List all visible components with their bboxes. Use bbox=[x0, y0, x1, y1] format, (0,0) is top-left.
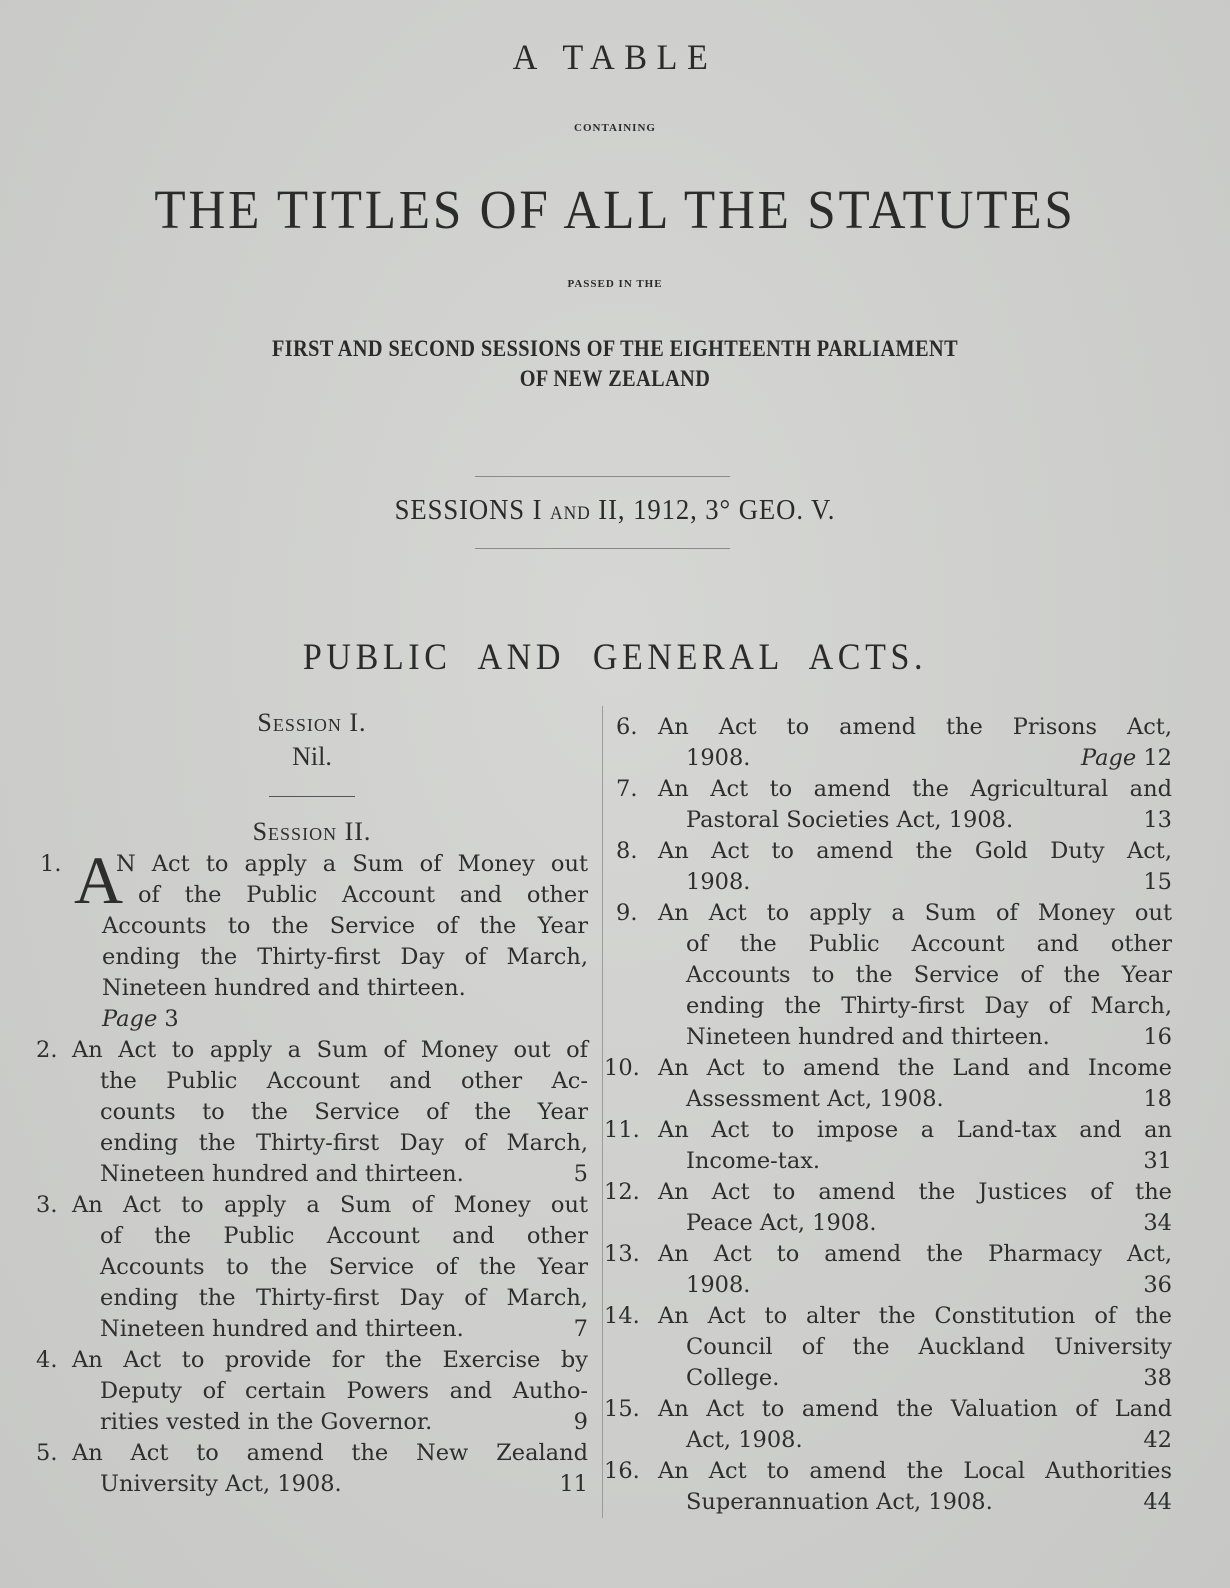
act-line: of the Public Account and other bbox=[686, 931, 1172, 957]
act-last-line bbox=[686, 867, 1172, 898]
act-line: the Public Account and other Ac- bbox=[100, 1068, 588, 1094]
act-page-number: 18 bbox=[1143, 1086, 1172, 1112]
act-last-line bbox=[100, 1407, 588, 1438]
act-line: An Act to amend the Prisons Act, bbox=[658, 714, 1172, 740]
act-line: 1908. bbox=[686, 745, 751, 771]
act-last-line bbox=[686, 1487, 1172, 1518]
act-line: An Act to amend the Valuation of Land bbox=[658, 1396, 1172, 1422]
sessions-heading bbox=[49, 494, 1181, 527]
act-page-number: 44 bbox=[1143, 1489, 1172, 1515]
act-entry-16[interactable] bbox=[604, 1456, 1172, 1518]
act-number: 8. bbox=[616, 838, 638, 864]
act-last-line bbox=[686, 1022, 1172, 1053]
act-line: Nineteen hundred and thirteen. bbox=[102, 975, 466, 1001]
act-line: N Act to apply a Sum of Money out bbox=[116, 851, 588, 877]
passed-in-the-label: PASSED IN THE bbox=[567, 278, 663, 290]
act-last-line bbox=[686, 1208, 1172, 1239]
parliament-title-line-1: FIRST AND SECOND SESSIONS OF THE EIGHTEENTH PARLIAMENT bbox=[271, 336, 959, 361]
act-line: Council of the Auckland University bbox=[686, 1334, 1172, 1360]
act-line: Accounts to the Service of the Year bbox=[102, 913, 588, 939]
act-page-number bbox=[102, 1004, 588, 1035]
page-value: 3 bbox=[164, 1006, 179, 1032]
act-entry-14[interactable] bbox=[604, 1301, 1172, 1394]
act-entry-10[interactable] bbox=[604, 1053, 1172, 1115]
act-page-number: 38 bbox=[1143, 1365, 1172, 1391]
act-page-number: 5 bbox=[573, 1161, 588, 1187]
act-line: An Act to amend the Gold Duty Act, bbox=[658, 838, 1172, 864]
act-line: Nineteen hundred and thirteen. bbox=[100, 1161, 464, 1187]
act-line: Superannuation Act, 1908. bbox=[686, 1489, 993, 1515]
act-number: 12. bbox=[604, 1179, 640, 1205]
parliament-title-line-2: OF NEW ZEALAND bbox=[519, 366, 711, 391]
act-last-line bbox=[686, 1363, 1172, 1394]
act-entry-3[interactable] bbox=[36, 1190, 588, 1345]
act-entry-8[interactable] bbox=[616, 836, 1172, 898]
act-entry-11[interactable] bbox=[604, 1115, 1172, 1177]
session-1-content: Nil. bbox=[292, 742, 332, 771]
act-line: Pastoral Societies Act, 1908. bbox=[686, 807, 1014, 833]
page-value: 12 bbox=[1143, 745, 1172, 771]
act-number: 4. bbox=[36, 1347, 58, 1373]
act-entry-1[interactable] bbox=[36, 842, 588, 1035]
sessions-heading-part-2: II, 1912, 3° GEO. V. bbox=[590, 494, 836, 526]
act-page-number: 36 bbox=[1143, 1272, 1172, 1298]
column-divider bbox=[602, 706, 603, 1518]
act-last-line bbox=[686, 1146, 1172, 1177]
act-line: Deputy of certain Powers and Autho- bbox=[100, 1378, 588, 1404]
act-number: 14. bbox=[604, 1303, 640, 1329]
act-last-line bbox=[100, 1314, 588, 1345]
act-line: counts to the Service of the Year bbox=[100, 1099, 588, 1125]
act-number: 11. bbox=[604, 1117, 640, 1143]
act-line: University Act, 1908. bbox=[100, 1471, 342, 1497]
act-number: 9. bbox=[616, 900, 638, 926]
act-line: Accounts to the Service of the Year bbox=[686, 962, 1172, 988]
act-last-line bbox=[100, 1469, 588, 1500]
title-a-table: A TABLE bbox=[512, 37, 718, 77]
sessions-heading-part-1: SESSIONS I bbox=[394, 494, 551, 526]
act-number: 1. bbox=[40, 851, 62, 877]
act-page-number: 42 bbox=[1143, 1427, 1172, 1453]
act-entry-7[interactable] bbox=[616, 774, 1172, 836]
act-number: 7. bbox=[616, 776, 638, 802]
act-entry-15[interactable] bbox=[604, 1394, 1172, 1456]
act-line: Assessment Act, 1908. bbox=[686, 1086, 944, 1112]
act-line: 1908. bbox=[686, 1272, 751, 1298]
act-line: ending the Thirty-first Day of March, bbox=[686, 993, 1172, 1019]
act-entry-6[interactable] bbox=[616, 712, 1172, 774]
drop-cap-letter: A bbox=[74, 842, 124, 918]
act-number: 13. bbox=[604, 1241, 640, 1267]
act-line: of the Public Account and other bbox=[138, 882, 588, 908]
session-1-heading: Session I. bbox=[257, 708, 367, 737]
act-line: An Act to amend the Justices of the bbox=[658, 1179, 1172, 1205]
act-entry-5[interactable] bbox=[36, 1438, 588, 1500]
act-entry-13[interactable] bbox=[604, 1239, 1172, 1301]
divider-rule-top bbox=[475, 476, 730, 477]
act-number: 15. bbox=[604, 1396, 640, 1422]
act-line: Nineteen hundred and thirteen. bbox=[100, 1316, 464, 1342]
act-line: An Act to impose a Land-tax and an bbox=[658, 1117, 1172, 1143]
parliament-title bbox=[74, 334, 1156, 394]
act-line: An Act to apply a Sum of Money out bbox=[72, 1192, 588, 1218]
act-line: An Act to amend the Agricultural and bbox=[658, 776, 1172, 802]
act-page-number bbox=[1081, 743, 1172, 774]
act-line: An Act to amend the Pharmacy Act, bbox=[658, 1241, 1172, 1267]
act-line: An Act to provide for the Exercise by bbox=[72, 1347, 588, 1373]
act-line: ending the Thirty-first Day of March, bbox=[102, 944, 588, 970]
sessions-heading-and: AND bbox=[550, 503, 591, 524]
act-number: 10. bbox=[604, 1055, 640, 1081]
act-line: College. bbox=[686, 1365, 780, 1391]
act-page-number: 31 bbox=[1143, 1148, 1172, 1174]
act-number: 2. bbox=[36, 1037, 58, 1063]
act-line: An Act to amend the New Zealand bbox=[72, 1440, 588, 1466]
act-line: Income-tax. bbox=[686, 1148, 821, 1174]
act-line: An Act to amend the Local Authorities bbox=[658, 1458, 1172, 1484]
act-page-number: 13 bbox=[1143, 807, 1172, 833]
act-line: An Act to alter the Constitution of the bbox=[658, 1303, 1172, 1329]
right-column bbox=[604, 712, 1172, 1518]
act-line: An Act to apply a Sum of Money out of bbox=[72, 1037, 588, 1063]
act-page-number: 16 bbox=[1143, 1024, 1172, 1050]
page-label: Page bbox=[102, 1006, 158, 1032]
act-last-line bbox=[686, 805, 1172, 836]
act-number: 5. bbox=[36, 1440, 58, 1466]
act-last-line bbox=[686, 743, 1172, 774]
act-last-line bbox=[686, 1084, 1172, 1115]
act-line: rities vested in the Governor. bbox=[100, 1409, 433, 1435]
act-number: 3. bbox=[36, 1192, 58, 1218]
act-number: 16. bbox=[604, 1458, 640, 1484]
act-page-number: 34 bbox=[1143, 1210, 1172, 1236]
session-separator-rule bbox=[269, 796, 355, 797]
act-line: An Act to apply a Sum of Money out bbox=[658, 900, 1172, 926]
act-last-line bbox=[686, 1425, 1172, 1456]
session-2-heading: Session II. bbox=[252, 817, 372, 846]
act-entry-12[interactable] bbox=[604, 1177, 1172, 1239]
act-line: ending the Thirty-first Day of March, bbox=[100, 1285, 588, 1311]
act-line: Nineteen hundred and thirteen. bbox=[686, 1024, 1050, 1050]
page-label: Page bbox=[1080, 745, 1137, 771]
containing-label: CONTAINING bbox=[574, 122, 656, 134]
section-title: PUBLIC AND GENERAL ACTS. bbox=[302, 637, 928, 678]
act-line: Peace Act, 1908. bbox=[686, 1210, 877, 1236]
act-entry-9[interactable] bbox=[616, 898, 1172, 1053]
act-last-line bbox=[686, 1270, 1172, 1301]
act-line: Accounts to the Service of the Year bbox=[100, 1254, 588, 1280]
divider-rule-bottom bbox=[475, 548, 730, 549]
act-page-number: 15 bbox=[1143, 869, 1172, 895]
act-number: 6. bbox=[616, 714, 638, 740]
act-page-number: 9 bbox=[573, 1409, 588, 1435]
act-line: Act, 1908. bbox=[686, 1427, 803, 1453]
act-page-number: 11 bbox=[559, 1471, 588, 1497]
act-line: An Act to amend the Land and Income bbox=[658, 1055, 1172, 1081]
act-line: 1908. bbox=[686, 869, 751, 895]
act-line: ending the Thirty-first Day of March, bbox=[100, 1130, 588, 1156]
act-page-number: 7 bbox=[573, 1316, 588, 1342]
act-line: of the Public Account and other bbox=[100, 1223, 588, 1249]
act-entry-2[interactable] bbox=[36, 1035, 588, 1190]
act-last-line bbox=[100, 1159, 588, 1190]
act-entry-4[interactable] bbox=[36, 1345, 588, 1438]
left-column bbox=[36, 706, 588, 1500]
main-title: THE TITLES OF ALL THE STATUTES bbox=[154, 179, 1076, 240]
